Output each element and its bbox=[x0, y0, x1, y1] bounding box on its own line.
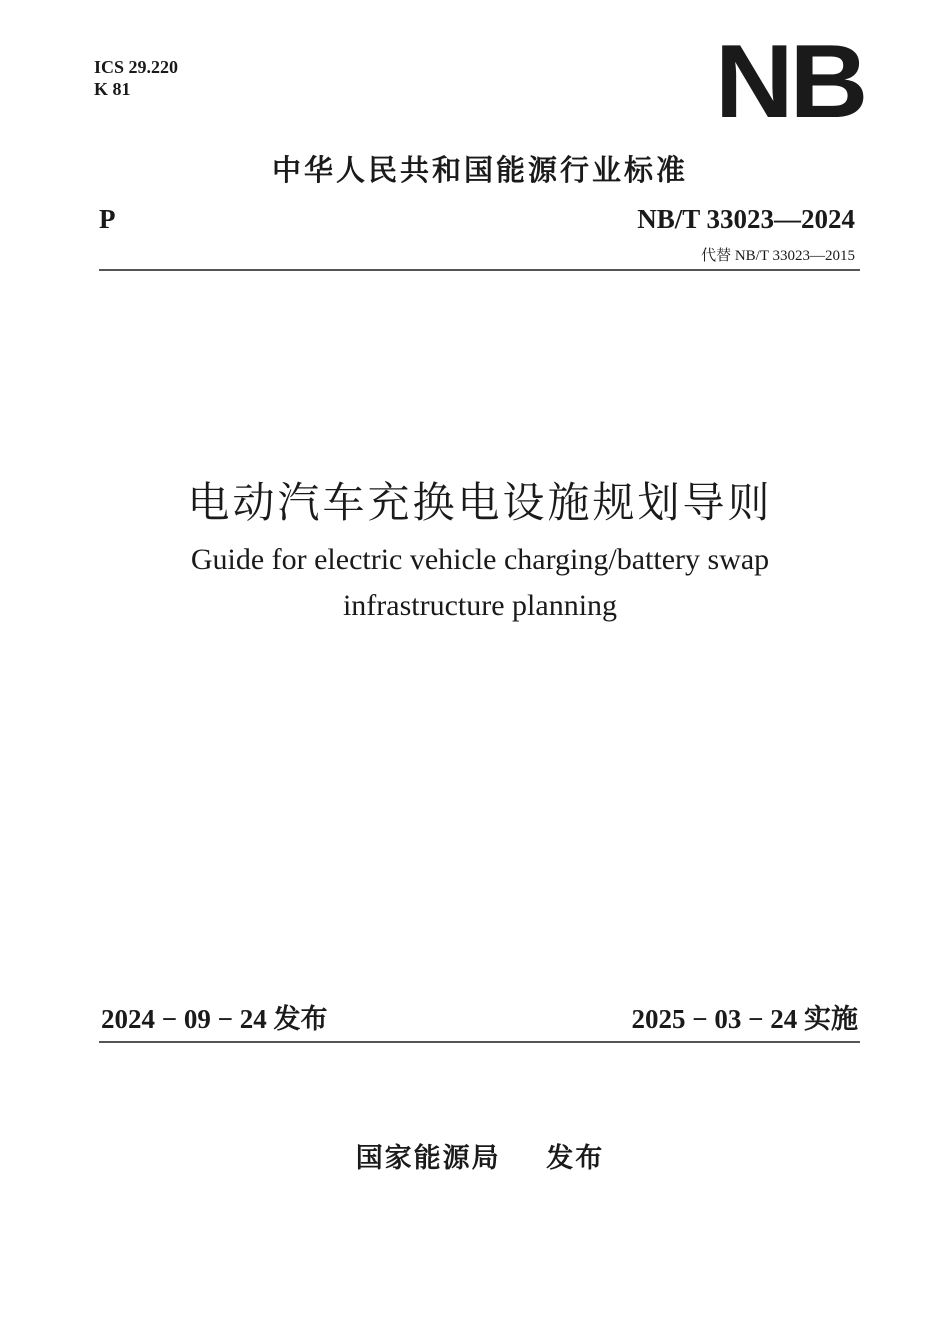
header-divider bbox=[99, 269, 860, 271]
document-title-chinese: 电动汽车充换电设施规划导则 bbox=[187, 478, 773, 527]
industry-standard-title: 中华人民共和国能源行业标准 bbox=[271, 153, 688, 187]
replaces-standard: 代替 NB/T 33023—2015 bbox=[701, 248, 855, 264]
standard-number: NB/T 33023—2024 bbox=[637, 204, 855, 234]
footer-divider bbox=[99, 1041, 860, 1043]
document-title-english-line2: infrastructure planning bbox=[342, 589, 618, 622]
nb-logo: NB bbox=[714, 24, 864, 140]
issue-date: 2024 − 09 − 24 发布 bbox=[101, 1004, 328, 1034]
category-letter: P bbox=[99, 204, 116, 234]
document-title-english-line1: Guide for electric vehicle charging/battery swap bbox=[190, 543, 770, 576]
ics-code: ICS 29.220 bbox=[94, 57, 179, 77]
classification-code: K 81 bbox=[94, 79, 131, 99]
publisher: 国家能源局 发布 bbox=[355, 1143, 605, 1174]
implementation-date: 2025 − 03 − 24 实施 bbox=[631, 1004, 858, 1034]
